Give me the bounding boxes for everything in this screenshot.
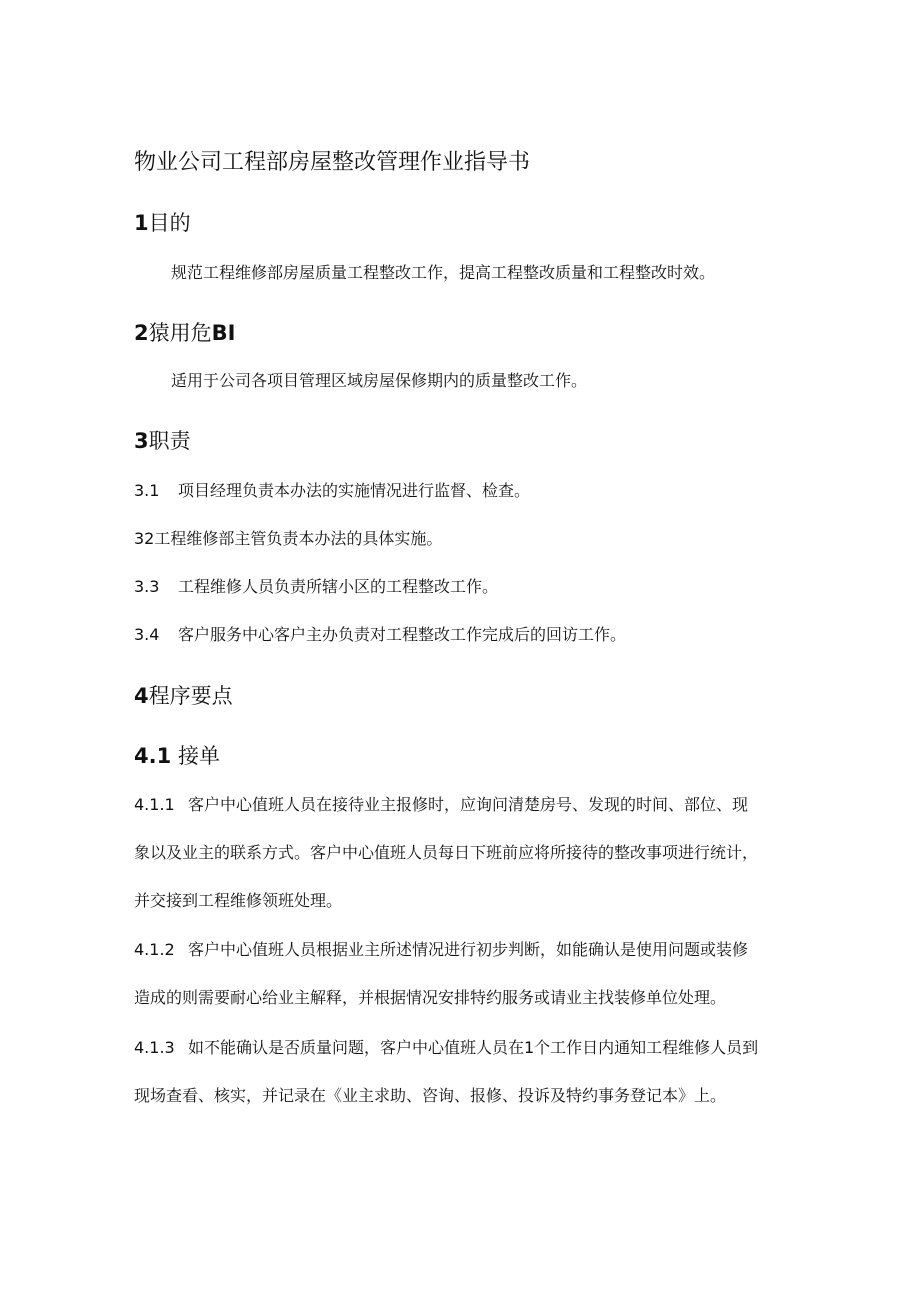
section-number: 1: [134, 211, 149, 235]
duty-item-text: 项目经理负责本办法的实施情况进行监督、检查。: [178, 481, 531, 500]
paragraph-4-1-2-line: [134, 938, 748, 962]
duty-item: [134, 623, 626, 647]
section-title: 职责: [148, 429, 191, 453]
duty-item: [134, 575, 498, 599]
purpose-text: 规范工程维修部房屋质量工程整改工作，提高工程整改质量和工程整改时效。: [171, 263, 716, 282]
subsection-number: 4.1: [134, 744, 172, 768]
duty-item-text: 工程维修部主管负责本办法的具体实施。: [154, 529, 443, 548]
duty-item-number: 3.4: [134, 625, 160, 644]
paragraph-text: 客户中心值班人员根据业主所述情况进行初步判断，如能确认是使用问题或装修: [188, 940, 749, 959]
duty-item-text: 客户服务中心客户主办负责对工程整改工作完成后的回访工作。: [178, 625, 627, 644]
section-heading-purpose: [134, 208, 191, 238]
section-title: 目的: [148, 211, 191, 235]
section-heading-procedure: [134, 681, 233, 711]
section-heading-duties: [134, 426, 191, 456]
duty-item-text: 工程维修人员负责所辖小区的工程整改工作。: [178, 577, 499, 596]
duty-item-number: 3.3: [134, 577, 160, 596]
section-number: 2: [134, 321, 149, 345]
paragraph-number: 4.1.2: [134, 940, 175, 959]
paragraph-4-1-1-line: 象以及业主的联系方式。客户中心值班人员每日下班前应将所接待的整改事项进行统计，: [134, 843, 759, 862]
paragraph-4-1-3-line: 现场查看、核实，并记录在《业主求助、咨询、报修、投诉及特约事务登记本》上。: [134, 1086, 727, 1105]
section-title-tail: BI: [211, 321, 236, 345]
paragraph-4-1-2-line: 造成的则需要耐心给业主解释，并根据情况安排特约服务或请业主找装修单位处理。: [134, 988, 727, 1007]
paragraph-number: 4.1.3: [134, 1038, 175, 1057]
document-title: 物业公司工程部房屋整改管理作业指导书: [134, 150, 531, 175]
subsection-title: 接单: [178, 744, 220, 768]
subsection-heading: [134, 741, 220, 771]
section-heading-scope: [134, 318, 235, 348]
section-title: 程序要点: [148, 684, 233, 708]
paragraph-4-1-1-line: [134, 793, 748, 817]
scope-text: 适用于公司各项目管理区域房屋保修期内的质量整改工作。: [171, 371, 588, 390]
paragraph-4-1-1-line: 并交接到工程维修领班处理。: [134, 891, 343, 910]
section-number: 3: [134, 429, 149, 453]
paragraph-number: 4.1.1: [134, 795, 175, 814]
duty-item-number: 3.1: [134, 481, 160, 500]
paragraph-4-1-3-line: [134, 1036, 758, 1060]
section-title: 猿用危: [148, 321, 212, 345]
duty-item-number: 32: [134, 529, 155, 548]
paragraph-text: 客户中心值班人员在接待业主报修时，应询问清楚房号、发现的时间、部位、现: [188, 795, 749, 814]
section-number: 4: [134, 684, 149, 708]
duty-item: [134, 527, 442, 551]
duty-item: [134, 479, 530, 503]
paragraph-text: 如不能确认是否质量问题，客户中心值班人员在1个工作日内通知工程维修人员到: [188, 1038, 759, 1057]
